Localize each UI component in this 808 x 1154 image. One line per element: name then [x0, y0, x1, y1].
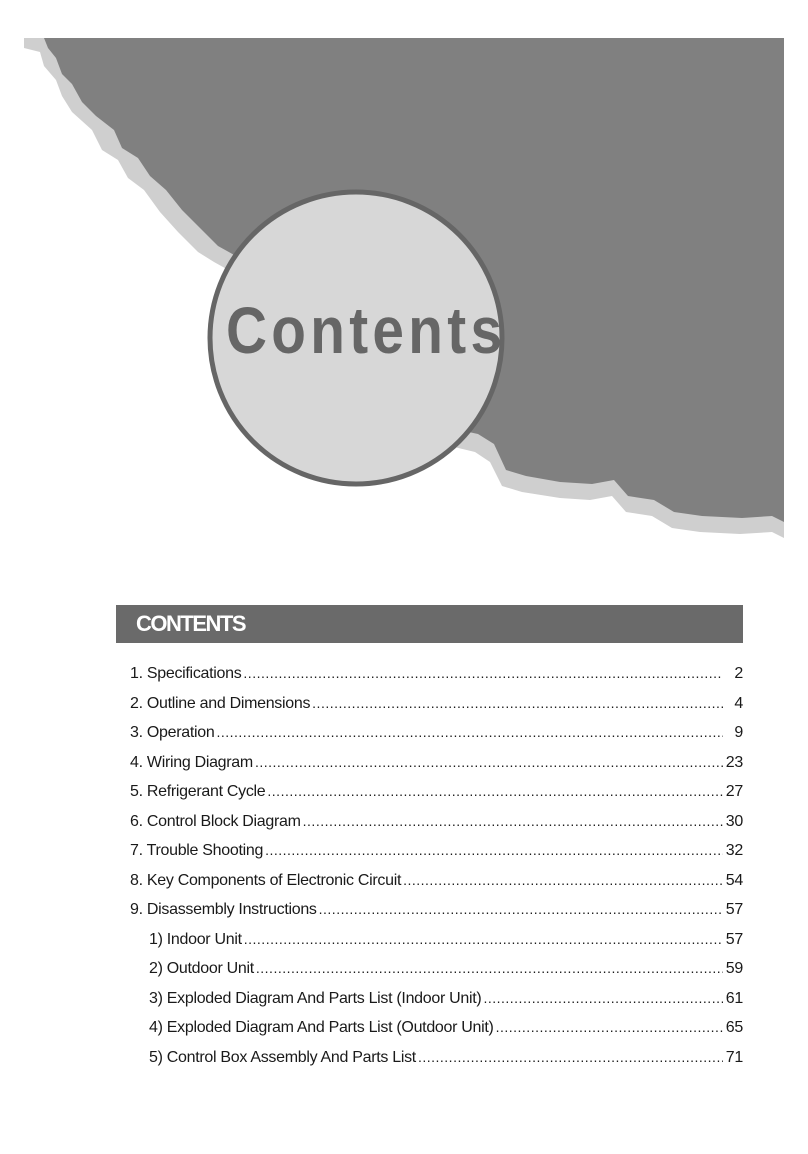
dot-leader — [303, 813, 723, 829]
toc-entry-exploded-diagram-outdoor[interactable] — [130, 1019, 743, 1049]
toc-entry-control-box-assembly[interactable] — [130, 1049, 743, 1079]
toc-entry-specifications[interactable] — [130, 665, 743, 695]
toc-entry-label: 8. Key Components of Electronic Circuit — [130, 871, 402, 889]
toc-entry-label: 1) Indoor Unit — [149, 930, 242, 948]
dot-leader — [319, 901, 723, 917]
toc-entry-page: 9 — [734, 724, 743, 741]
cover-title: Contents — [226, 293, 507, 367]
toc-entry-label: 3. Operation — [130, 724, 215, 741]
toc-entry-label: 5. Refrigerant Cycle — [130, 783, 266, 800]
toc-entry-label: 6. Control Block Diagram — [130, 812, 301, 830]
toc-entry-disassembly-instructions[interactable] — [130, 901, 743, 931]
torn-paper-illustration — [0, 0, 808, 560]
toc-entry-label: 1. Specifications — [130, 665, 242, 682]
toc-entry-label: 4. Wiring Diagram — [130, 753, 253, 771]
toc-entry-exploded-diagram-indoor[interactable] — [130, 990, 743, 1020]
table-of-contents — [130, 665, 743, 1078]
toc-entry-trouble-shooting[interactable] — [130, 842, 743, 872]
contents-heading: CONTENTS — [136, 611, 245, 636]
toc-entry-page: 57 — [725, 901, 743, 918]
toc-entry-label: 5) Control Box Assembly And Parts List — [149, 1048, 416, 1066]
toc-entry-page: 32 — [725, 842, 743, 859]
toc-entry-label: 9. Disassembly Instructions — [130, 901, 317, 918]
toc-entry-page: 23 — [725, 753, 743, 771]
toc-entry-control-block-diagram[interactable] — [130, 813, 743, 843]
toc-entry-page: 2 — [734, 665, 743, 682]
dot-leader — [265, 842, 723, 858]
toc-entry-outline-and-dimensions[interactable] — [130, 695, 743, 725]
toc-entry-label: 4) Exploded Diagram And Parts List (Outdoor Unit) — [149, 1019, 494, 1036]
dot-leader — [418, 1049, 723, 1065]
dot-leader — [403, 872, 723, 888]
toc-entry-page: 30 — [725, 812, 743, 830]
toc-entry-key-components[interactable] — [130, 872, 743, 902]
dot-leader — [255, 754, 723, 770]
toc-entry-page: 54 — [725, 871, 743, 889]
dot-leader — [267, 783, 723, 799]
dot-leader — [216, 724, 723, 740]
toc-entry-page: 27 — [725, 783, 743, 800]
toc-entry-page: 71 — [725, 1048, 743, 1066]
toc-entry-refrigerant-cycle[interactable] — [130, 783, 743, 813]
dot-leader — [312, 695, 723, 711]
toc-entry-indoor-unit[interactable] — [130, 931, 743, 961]
cover-graphic — [0, 0, 808, 560]
toc-entry-label: 3) Exploded Diagram And Parts List (Indoor Unit) — [149, 989, 482, 1007]
toc-entry-page: 4 — [734, 694, 743, 712]
dot-leader — [483, 990, 723, 1006]
toc-entry-operation[interactable] — [130, 724, 743, 754]
toc-entry-page: 57 — [725, 930, 743, 948]
toc-entry-label: 2) Outdoor Unit — [149, 960, 254, 977]
toc-entry-page: 65 — [725, 1019, 743, 1036]
toc-entry-page: 61 — [725, 989, 743, 1007]
contents-heading-bar — [116, 605, 743, 643]
dot-leader — [256, 960, 723, 976]
dot-leader — [496, 1019, 723, 1035]
dot-leader — [244, 931, 723, 947]
toc-entry-page: 59 — [725, 960, 743, 977]
toc-entry-outdoor-unit[interactable] — [130, 960, 743, 990]
toc-entry-label: 2. Outline and Dimensions — [130, 694, 311, 712]
toc-entry-wiring-diagram[interactable] — [130, 754, 743, 784]
dot-leader — [243, 665, 723, 681]
toc-entry-label: 7. Trouble Shooting — [130, 842, 264, 859]
